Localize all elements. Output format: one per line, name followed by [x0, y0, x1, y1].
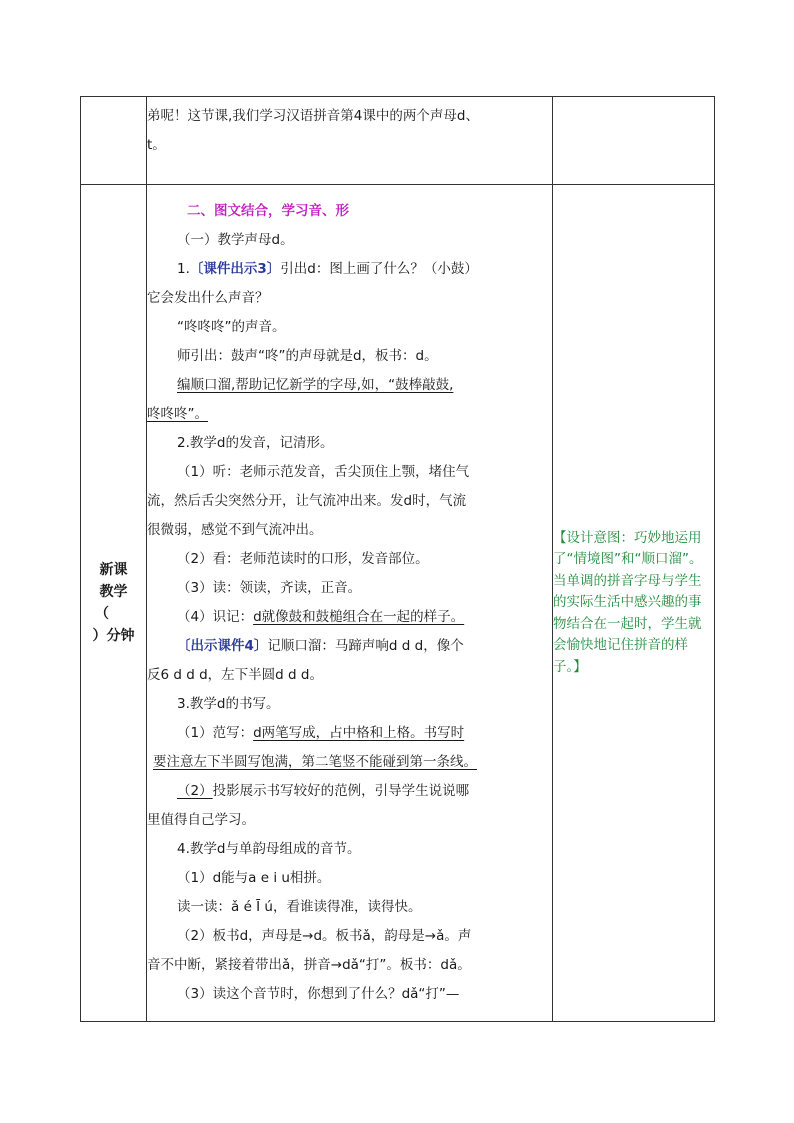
- paragraph-9-underlined: d就像鼓和鼓槌组合在一起的样子。: [253, 609, 465, 625]
- paragraph-9: [147, 603, 552, 632]
- paragraph-10: [147, 632, 552, 661]
- paragraph-10-continued: 反6 d d d，左下半圆d d d。: [147, 667, 323, 683]
- paragraph-12-underlined: d两笔写成，占中格和上格。书写时: [253, 725, 465, 741]
- label-cell-empty: [81, 97, 147, 185]
- paragraph-18: （3）读这个音节时，你想到了什么？dǎ“打”—: [177, 986, 460, 1002]
- intro-line-1: 弟呢！这节课,我们学习汉语拼音第4课中的两个声母d、: [147, 108, 479, 124]
- paragraph-2: “咚咚咚”的声音。: [177, 319, 286, 335]
- paragraph-1-num: 1.: [177, 261, 190, 277]
- paragraph-1-text: 引出d：图上画了什么？（小鼓）: [280, 261, 478, 277]
- paragraph-6c: 很微弱，感觉不到气流冲出。: [147, 522, 323, 538]
- paragraph-13-text: 投影展示书写较好的范例，引导学生说说哪: [212, 783, 470, 799]
- content-cell-intro: [147, 97, 553, 185]
- intro-line-2: t。: [147, 137, 166, 153]
- paragraph-13-continued: 里值得自己学习。: [147, 812, 255, 828]
- paragraph-4a: 编顺口溜,帮助记忆新学的字母,如，“鼓棒敲鼓,: [177, 377, 454, 393]
- paragraph-1-continued: 它会发出什么声音？: [147, 290, 269, 306]
- paragraph-6b: 流，然后舌尖突然分开，让气流冲出来。发d时，气流: [147, 493, 467, 509]
- section-label-line-1: 新课: [99, 562, 128, 578]
- paragraph-4b: 咚咚咚”。: [147, 406, 208, 422]
- paragraph-16: 读一读：ǎ é Ī ú，看谁读得准，读得快。: [177, 899, 422, 915]
- paragraph-12: [147, 719, 552, 748]
- lesson-plan-table: [80, 96, 715, 1022]
- subheading-d: （一）教学声母d。: [177, 232, 294, 248]
- courseware-tag-4: 〔出示课件4〕: [177, 638, 268, 654]
- paragraph-5: 2.教学d的发音，记清形。: [177, 435, 334, 451]
- paragraph-1: [147, 255, 552, 284]
- paragraph-17b: 音不中断，紧接着带出ǎ，拼音→dǎ“打”。板书：dǎ。: [147, 957, 471, 973]
- paragraph-7: （2）看：老师范读时的口形，发音部位。: [177, 551, 429, 567]
- table-row-new-lesson: [81, 185, 715, 1022]
- paragraph-11: 3.教学d的书写。: [177, 696, 280, 712]
- section-label-line-3: （: [95, 606, 109, 622]
- paragraph-12-continued: 要注意左下半圆写饱满，第二笔竖不能碰到第一条线。: [153, 754, 477, 770]
- paragraph-14: 4.教学d与单韵母组成的音节。: [177, 841, 361, 857]
- paragraph-10-text: 记顺口溜：马蹄声响d d d，像个: [267, 638, 464, 654]
- paragraph-13: [147, 777, 552, 806]
- section-label-line-2: 教学: [99, 584, 128, 600]
- content-cell-main: [147, 185, 553, 1022]
- paragraph-3: 师引出：鼓声“咚”的声母就是d，板书：d。: [177, 348, 438, 364]
- section-label-line-4: ）分钟: [92, 628, 135, 644]
- courseware-tag-3: 〔课件出示3〕: [189, 261, 281, 277]
- paragraph-17a: （2）板书d，声母是→d。板书ǎ，韵母是→ǎ。声: [177, 928, 472, 944]
- design-intent-note: 【设计意图：巧妙地运用了“情境图”和“顺口溜”。当单调的拼音字母与学生的实际生活中感兴趣的事物结合在一起时，学生就会愉快地记住拼音的样子。】: [553, 185, 715, 1022]
- table-row-intro: [81, 97, 715, 185]
- paragraph-8: （3）读：领读，齐读，正音。: [177, 580, 362, 596]
- paragraph-15: （1）d能与a e i u相拼。: [177, 870, 331, 886]
- paragraph-12-prefix: （1）范写：: [177, 725, 254, 741]
- paragraph-6a: （1）听：老师示范发音，舌尖顶住上颚，堵住气: [177, 464, 470, 480]
- section-heading: 二、图文结合，学习音、形: [187, 203, 349, 219]
- section-label-cell: [81, 185, 147, 1022]
- note-cell-empty: [553, 97, 715, 185]
- paragraph-13-underlined: （2）: [177, 783, 213, 799]
- paragraph-9-prefix: （4）识记：: [177, 609, 254, 625]
